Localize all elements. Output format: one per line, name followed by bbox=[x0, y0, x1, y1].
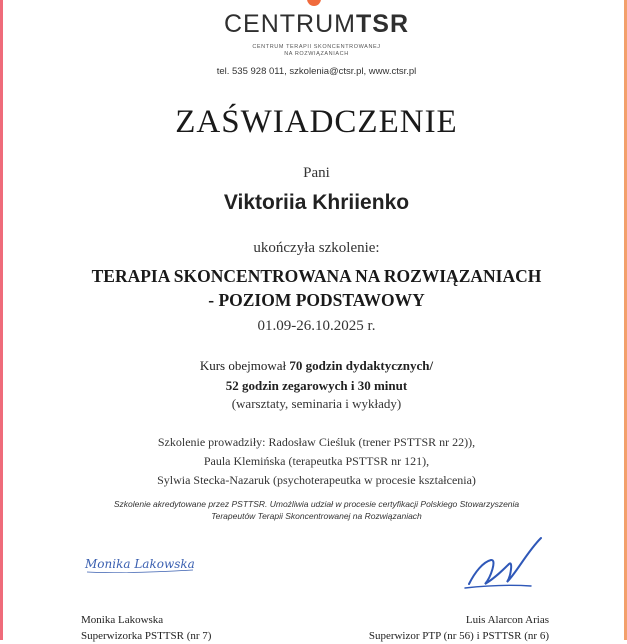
completed-text: ukończyła szkolenie: bbox=[253, 240, 380, 256]
salutation: Pani bbox=[303, 165, 330, 181]
brand-subtitle-line2: NA ROZWIĄZANIACH bbox=[284, 51, 349, 57]
trainers-line2: Paula Klemińska (terapeutka PSTTSR nr 121), bbox=[203, 454, 430, 468]
hours-prefix: Kurs obejmował bbox=[199, 358, 290, 373]
trainers-line1: Szkolenie prowadziły: Radosław Cieśluk (trener PSTTSR nr 22)), bbox=[157, 435, 476, 449]
hours-didactic: 70 godzin dydaktycznych/ bbox=[289, 358, 434, 373]
brand-subtitle bbox=[3, 44, 627, 58]
logo-mark-icon bbox=[307, 0, 321, 6]
brand-logo bbox=[3, 10, 627, 39]
course-title bbox=[3, 264, 627, 312]
hours-note: (warsztaty, seminaria i wykłady) bbox=[231, 396, 402, 411]
accreditation-note bbox=[53, 498, 580, 522]
signature-right-stroke bbox=[469, 538, 541, 584]
signature-right-role: Superwizor PTP (nr 56) i PSTTSR (nr 6) bbox=[368, 630, 549, 642]
hours-clock: 52 godzin zegarowych i 30 minut bbox=[225, 378, 408, 393]
brand-subtitle-line1: CENTRUM TERAPII SKONCENTROWANEJ bbox=[252, 44, 381, 50]
brand-name-bold: TSR bbox=[356, 10, 409, 38]
signature-right-name: Luis Alarcon Arias bbox=[465, 614, 549, 626]
course-title-line2: - POZIOM PODSTAWOWY bbox=[208, 290, 425, 310]
contact-info: tel. 535 928 011, szkolenia@ctsr.pl, www.ctsr.pl bbox=[216, 66, 417, 77]
signature-left-handwriting: Monika Lakowska bbox=[85, 557, 195, 571]
course-hours-line2 bbox=[3, 376, 627, 396]
accreditation-line2: Terapeutów Terapii Skoncentrowanej na Rozwiązaniach bbox=[211, 511, 422, 521]
certificate-title: ZAŚWIADCZENIE bbox=[175, 104, 458, 140]
brand-name-light: CENTRUM bbox=[224, 10, 356, 38]
signature-right-flourish bbox=[465, 585, 531, 588]
course-dates: 01.09-26.10.2025 r. bbox=[257, 318, 376, 334]
signature-left-role: Superwizorka PSTTSR (nr 7) bbox=[81, 630, 212, 642]
trainers-line3: Sylwia Stecka-Nazaruk (psychoterapeutka w procesie kształcenia) bbox=[157, 473, 476, 487]
recipient-name: Viktoriia Khriienko bbox=[223, 191, 410, 214]
signature-right bbox=[369, 612, 549, 644]
signature-left-image bbox=[81, 548, 201, 578]
accreditation-line1: Szkolenie akredytowane przez PSTTSR. Umożliwia udział w procesie certyfikacji Polskiego Stowarzyszenia bbox=[113, 499, 520, 509]
course-title-line1: TERAPIA SKONCENTROWANA NA ROZWIĄZANIACH bbox=[91, 266, 542, 286]
trainers-list bbox=[3, 433, 627, 490]
signature-right-image bbox=[461, 532, 551, 594]
course-hours bbox=[3, 356, 627, 396]
course-hours-line1 bbox=[3, 356, 627, 376]
signature-left bbox=[81, 612, 211, 644]
signature-left-name: Monika Lakowska bbox=[81, 614, 164, 626]
